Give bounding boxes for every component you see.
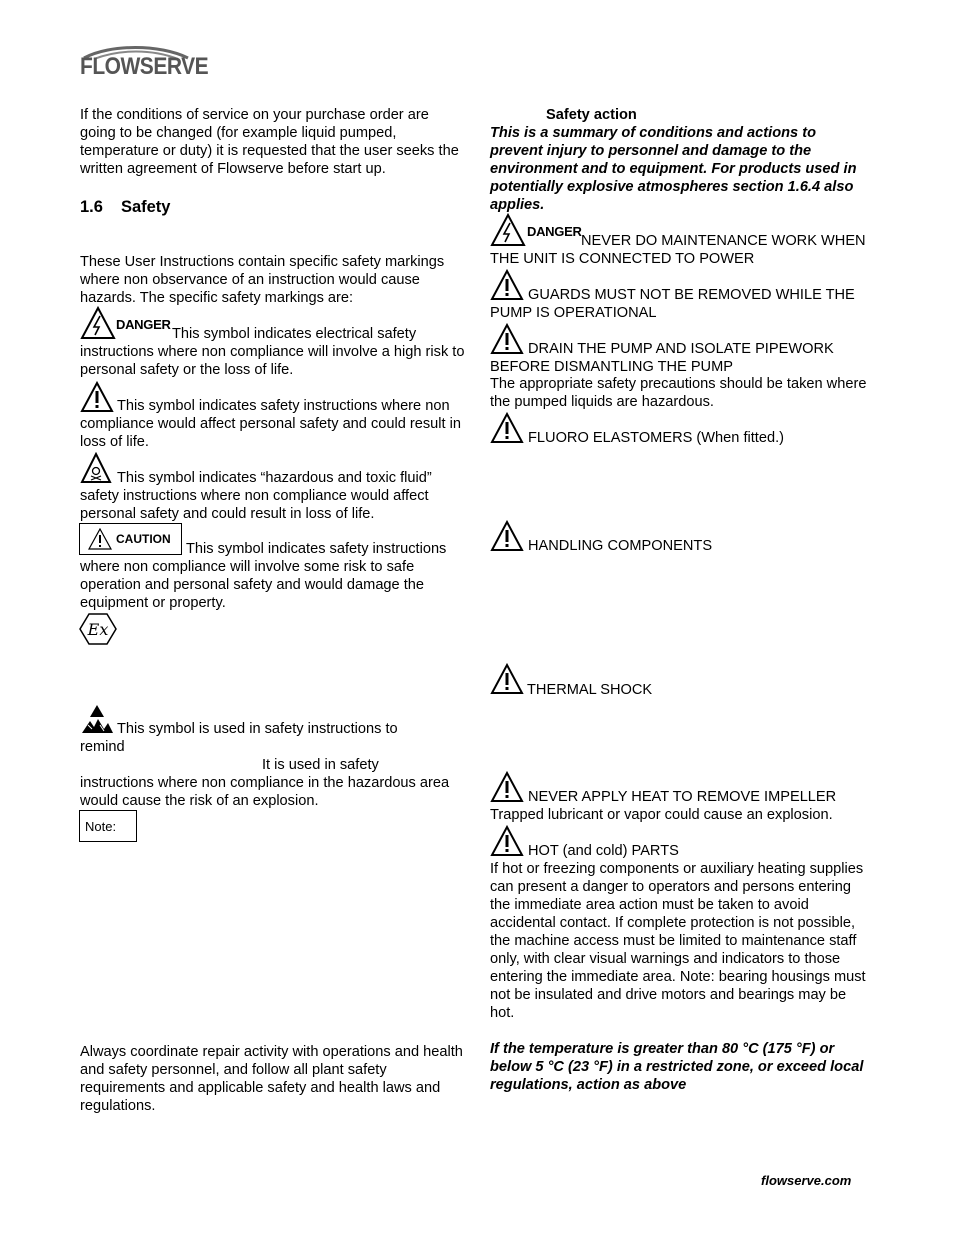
- warning-exclamation-icon: [490, 412, 524, 444]
- esd-symbol: [80, 703, 114, 735]
- footer-website: flowserve.com: [761, 1173, 852, 1188]
- warning-exclamation-icon: [490, 520, 524, 552]
- warning-description: This symbol indicates safety instructions where non compliance would affect personal safety and could result in loss of life.: [80, 398, 462, 450]
- ex-symbol: [79, 612, 117, 646]
- esd-line-4: instructions where non compliance in the hazardous area would cause the risk of an explosion.: [80, 775, 450, 809]
- note-label: Note:: [85, 819, 117, 834]
- warning-exclamation-icon: [490, 825, 524, 857]
- coordinate-paragraph: Always coordinate repair activity with operations and health and safety personnel, and follow all plant safety requirements and applicable safety and health laws and regulations.: [80, 1044, 463, 1114]
- never-maintenance: NEVER DO MAINTENANCE WORK WHEN THE UNIT IS CONNECTED TO POWER: [490, 233, 866, 267]
- electrostatic-discharge-icon: [80, 703, 114, 735]
- warning-exclamation-icon: [490, 771, 524, 803]
- caution-description: This symbol indicates safety instructions where non compliance will involve some risk to safe operation and personal safety and would damage the equipment or property.: [80, 541, 447, 611]
- markings-intro: These User Instructions contain specific safety markings where non observance of an instruction would cause hazards. The specific safety markings are:: [80, 254, 445, 306]
- esd-line-3: It is used in safety: [262, 757, 379, 773]
- heat-warning-symbol: [490, 771, 524, 803]
- logo-wordmark: FLOWSERVE: [80, 53, 209, 80]
- hot-parts-note: If hot or freezing components or auxiliary heating supplies can present a danger to operators and persons entering the immediate area action must be taken to avoid accidental contact. If complete protection is not possible, the machine access must be limited to maintenance staff only, with clear visual warnings and indicators to those entering the immediate area. Note: bearing housings must not be insulated and drive motors and bearings may be hot.: [490, 861, 866, 1021]
- guards-text: GUARDS MUST NOT BE REMOVED WHILE THE PUMP IS OPERATIONAL: [490, 287, 855, 321]
- ex-text: Ex: [87, 620, 109, 639]
- section-title: Safety: [120, 198, 171, 216]
- caution-label: CAUTION: [116, 532, 171, 546]
- temperature-paragraph: If the temperature is greater than 80 °C (175 °F) or below 5 °C (23 °F) in a restricted zone, or exceed local regulations, action as above: [490, 1041, 864, 1093]
- section-heading: [80, 198, 170, 216]
- section-number: 1.6: [80, 198, 103, 216]
- safety-summary: This is a summary of conditions and actions to prevent injury to personnel and damage to the environment and to equipment. For products used in potentially explosive atmospheres section 1.6.4 also applies.: [490, 125, 857, 213]
- esd-line-1: This symbol is used in safety instructions to: [117, 721, 398, 737]
- danger-label: DANGER: [116, 317, 171, 332]
- intro-paragraph: If the conditions of service on your purchase order are going to be changed (for example liquid pumped, temperature or duty) it is requested that the user seeks the written agreement of Flowserve before start up.: [80, 107, 459, 177]
- drain-note: The appropriate safety precautions should be taken where the pumped liquids are hazardous.: [490, 376, 867, 410]
- thermal-text: THERMAL SHOCK: [527, 682, 653, 698]
- flowserve-logo: [80, 44, 209, 84]
- thermal-warning-symbol: [490, 663, 524, 695]
- right-danger-label: DANGER: [527, 224, 582, 239]
- hot-parts-text: HOT (and cold) PARTS: [528, 843, 679, 859]
- explosion-proof-icon: [79, 612, 117, 646]
- warning-exclamation-icon: [490, 663, 524, 695]
- fluoro-text: FLUORO ELASTOMERS (When fitted.): [528, 430, 784, 446]
- esd-line-2: remind: [80, 739, 125, 755]
- fluoro-warning-symbol: [490, 412, 524, 444]
- danger-description: This symbol indicates electrical safety instructions where non compliance will involve a high risk to personal safety or the loss of life.: [80, 326, 465, 378]
- never-heat-text: NEVER APPLY HEAT TO REMOVE IMPELLER: [528, 789, 837, 805]
- handling-text: HANDLING COMPONENTS: [528, 538, 713, 554]
- drain-text: DRAIN THE PUMP AND ISOLATE PIPEWORK BEFORE DISMANTLING THE PUMP: [490, 341, 834, 375]
- hot-parts-warning-symbol: [490, 825, 524, 857]
- handling-warning-symbol: [490, 520, 524, 552]
- never-heat-note: Trapped lubricant or vapor could cause an explosion.: [490, 807, 833, 823]
- toxic-description: This symbol indicates “hazardous and toxic fluid” safety instructions where non compliance would affect personal safety and could result in loss of life.: [80, 470, 432, 522]
- safety-action-title: Safety action: [546, 107, 637, 123]
- note-box: [79, 810, 137, 842]
